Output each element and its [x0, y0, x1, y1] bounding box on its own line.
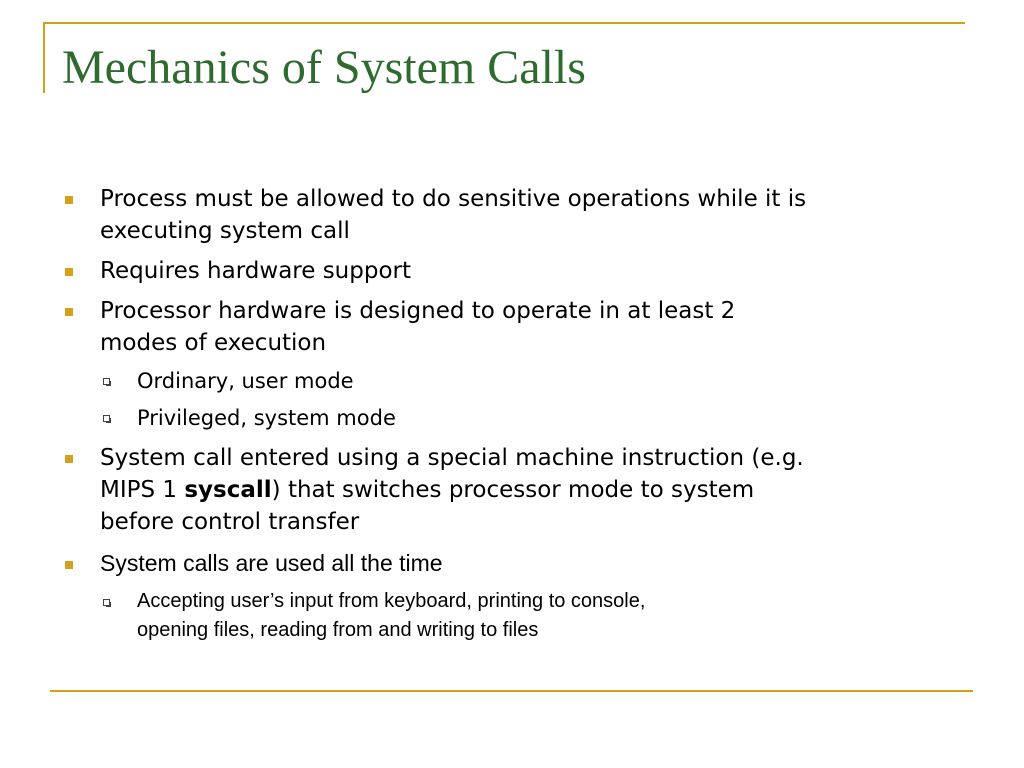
- title-frame-vertical-rule: [43, 22, 45, 93]
- bullet-square-icon: [65, 455, 73, 463]
- bullet-3-line-2: modes of execution: [100, 330, 327, 356]
- sub-bullet-3: [137, 587, 645, 645]
- sub-bullet-1: Ordinary, user mode: [137, 369, 354, 393]
- title-frame-top-rule: [43, 22, 965, 24]
- bullet-square-icon: [65, 196, 73, 204]
- syscall-keyword: syscall: [184, 477, 272, 503]
- bullet-4-line-3: before control transfer: [100, 509, 360, 535]
- bullet-1: [100, 183, 806, 247]
- bullet-3-line-1: Processor hardware is designed to operate in at least 2: [100, 298, 736, 324]
- bullet-4: [100, 442, 804, 538]
- sub-bullet-3-line-2: opening files, reading from and writing to files: [137, 619, 539, 641]
- bullet-4-line-2: [100, 474, 804, 506]
- bullet-5: System calls are used all the time: [100, 550, 443, 576]
- bullet-square-icon: [65, 308, 73, 316]
- bullet-square-icon: [65, 268, 73, 276]
- bullet-square-icon: [65, 561, 73, 569]
- bullet-4-line-2-pre: MIPS 1: [100, 477, 185, 503]
- bullet-1-line-1: Process must be allowed to do sensitive operations while it is: [100, 186, 807, 212]
- sub-bullet-3-line-1: Accepting user’s input from keyboard, printing to console,: [137, 590, 646, 612]
- sub-bullet-hollow-square-icon: [103, 378, 110, 385]
- bullet-4-line-2-post: ) that switches processor mode to system: [271, 477, 755, 503]
- bullet-1-line-2: executing system call: [100, 218, 350, 244]
- sub-bullet-hollow-square-icon: [103, 599, 110, 606]
- bullet-2: Requires hardware support: [100, 258, 412, 284]
- slide-title: Mechanics of System Calls: [62, 41, 586, 94]
- bullet-3: [100, 295, 735, 359]
- bullet-4-line-1: System call entered using a special machine instruction (e.g.: [100, 445, 804, 471]
- bottom-rule: [50, 690, 973, 692]
- sub-bullet-hollow-square-icon: [103, 415, 110, 422]
- sub-bullet-2: Privileged, system mode: [137, 406, 396, 430]
